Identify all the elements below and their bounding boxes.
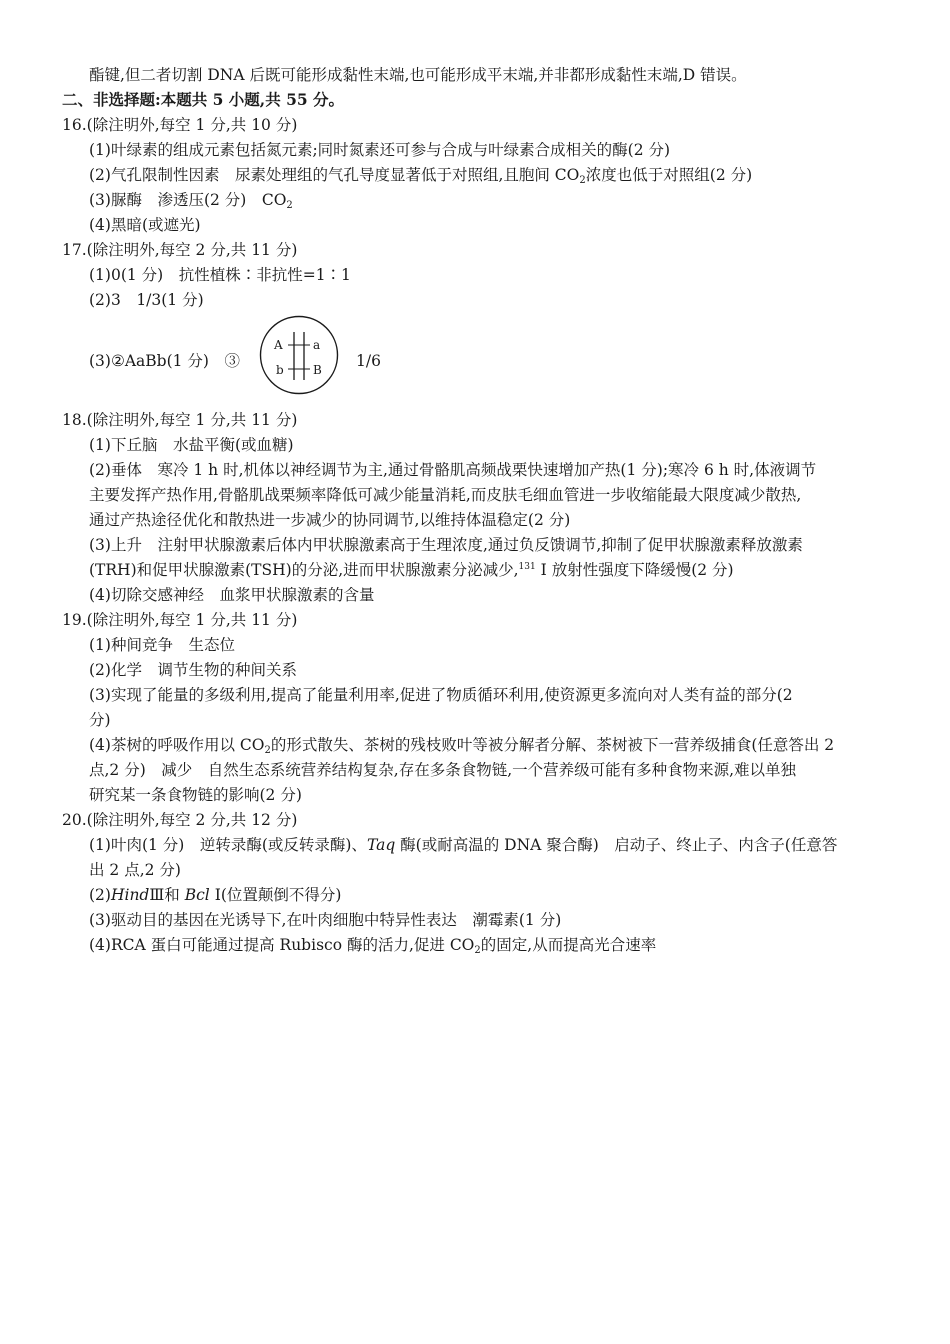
q19-answer-2: (2)化学 调节生物的种间关系 xyxy=(89,661,297,679)
q18-answer-3-line-2 xyxy=(89,559,734,581)
q18-a3-text-end: I 放射性强度下降缓慢(2 分) xyxy=(535,561,734,579)
q18-answer-2-line-2: 主要发挥产热作用,骨骼肌战栗频率降低可减少能量消耗,而皮肤毛细血管进一步收缩能最大限度减少散热, xyxy=(89,486,802,504)
q18-answer-2-line-3: 通过产热途径优化和散热进一步减少的协同调节,以维持体温稳定(2 分) xyxy=(89,511,571,529)
q18-a3-text: (TRH)和促甲状腺激素(TSH)的分泌,进而甲状腺激素分泌减少, xyxy=(89,561,519,579)
intro-line: 酯键,但二者切割 DNA 后既可能形成黏性末端,也可能形成平末端,并非都形成黏性末端,D 错误。 xyxy=(89,66,747,84)
q19-header: 19.(除注明外,每空 1 分,共 11 分) xyxy=(62,611,298,629)
q19-answer-4-line-1 xyxy=(89,734,834,756)
q16-answer-1: (1)叶绿素的组成元素包括氮元素;同时氮素还可参与合成与叶绿素合成相关的酶(2 分) xyxy=(89,141,671,159)
q16-a3-text: (3)脲酶 渗透压(2 分) CO xyxy=(89,191,287,209)
q19-a4-text-end: 的形式散失、茶树的残枝败叶等被分解者分解、茶树被下一营养级捕食(任意答出 2 xyxy=(270,736,835,754)
q18-answer-3-line-1: (3)上升 注射甲状腺激素后体内甲状腺激素高于生理浓度,通过负反馈调节,抑制了促甲状腺激素释放激素 xyxy=(89,536,803,554)
allele-a: a xyxy=(313,338,321,352)
q20-answer-2 xyxy=(89,884,341,906)
subscript: 2 xyxy=(286,200,293,211)
q20-a2-prefix: (2) xyxy=(89,886,111,904)
q19-answer-3-line-1: (3)实现了能量的多级利用,提高了能量利用率,促进了物质循环利用,使资源更多流向对人类有益的部分(2 xyxy=(89,686,793,704)
q20-answer-1-line-2: 出 2 点,2 分) xyxy=(89,861,181,879)
allele-b: b xyxy=(276,363,284,377)
q16-a2-text-end: 浓度也低于对照组(2 分) xyxy=(585,166,753,184)
chromosome-diagram xyxy=(258,314,340,396)
chromosome-diagram-svg xyxy=(258,314,340,396)
q19-answer-3-line-2: 分) xyxy=(89,711,111,729)
q18-answer-4: (4)切除交感神经 血浆甲状腺激素的含量 xyxy=(89,586,375,604)
allele-A: A xyxy=(274,338,283,352)
subscript: 2 xyxy=(579,175,586,186)
q20-a2-end: Ⅰ(位置颠倒不得分) xyxy=(209,886,342,904)
taq-italic: Taq xyxy=(366,836,396,854)
q20-a1-text-end: 酶(或耐高温的 DNA 聚合酶) 启动子、终止子、内含子(任意答 xyxy=(395,836,838,854)
allele-B: B xyxy=(313,363,322,377)
bcl-italic: Bcl xyxy=(184,886,210,904)
q18-answer-1: (1)下丘脑 水盐平衡(或血糖) xyxy=(89,436,294,454)
q20-header: 20.(除注明外,每空 2 分,共 12 分) xyxy=(62,811,298,829)
q16-answer-2 xyxy=(89,164,752,186)
q20-answer-1-line-1 xyxy=(89,834,837,856)
q17-answer-1: (1)0(1 分) 抗性植株∶非抗性=1∶1 xyxy=(89,266,351,284)
q16-answer-3 xyxy=(89,189,293,211)
q16-a2-text: (2)气孔限制性因素 尿素处理组的气孔导度显著低于对照组,且胞间 CO xyxy=(89,166,580,184)
q19-answer-1: (1)种间竞争 生态位 xyxy=(89,636,235,654)
q17-header: 17.(除注明外,每空 2 分,共 11 分) xyxy=(62,241,298,259)
q20-a2-mid: Ⅲ和 xyxy=(149,886,185,904)
q17-answer-3-text: (3)②AaBb(1 分) ③ xyxy=(89,352,240,370)
q20-a1-text: (1)叶肉(1 分) 逆转录酶(或反转录酶)、 xyxy=(89,836,367,854)
q19-answer-4-line-2: 点,2 分) 减少 自然生态系统营养结构复杂,存在多条食物链,一个营养级可能有多种食物来源,难以单独 xyxy=(89,761,797,779)
cell-outline xyxy=(261,317,338,394)
section-title: 二、非选择题:本题共 5 小题,共 55 分。 xyxy=(62,90,345,109)
q20-answer-3: (3)驱动目的基因在光诱导下,在叶肉细胞中特异性表达 潮霉素(1 分) xyxy=(89,911,562,929)
q20-a4-text-end: 的固定,从而提高光合速率 xyxy=(480,936,657,954)
superscript: 131 xyxy=(518,562,536,572)
q19-answer-4-line-3: 研究某一条食物链的影响(2 分) xyxy=(89,786,302,804)
subscript: 2 xyxy=(474,945,481,956)
q19-a4-text: (4)茶树的呼吸作用以 CO xyxy=(89,736,265,754)
q16-header: 16.(除注明外,每空 1 分,共 10 分) xyxy=(62,116,298,134)
q18-header: 18.(除注明外,每空 1 分,共 11 分) xyxy=(62,411,298,429)
q17-answer-2: (2)3 1/3(1 分) xyxy=(89,291,204,309)
subscript: 2 xyxy=(264,745,271,756)
q17-answer-3-ratio: 1/6 xyxy=(356,352,381,370)
q20-a4-text: (4)RCA 蛋白可能通过提高 Rubisco 酶的活力,促进 CO xyxy=(89,936,475,954)
q16-answer-4: (4)黑暗(或遮光) xyxy=(89,216,201,234)
q18-answer-2-line-1: (2)垂体 寒冷 1 h 时,机体以神经调节为主,通过骨骼肌高频战栗快速增加产热(1 分);寒冷 6 h 时,体液调节 xyxy=(89,461,817,479)
hind-italic: Hind xyxy=(110,886,150,904)
q20-answer-4 xyxy=(89,934,656,956)
